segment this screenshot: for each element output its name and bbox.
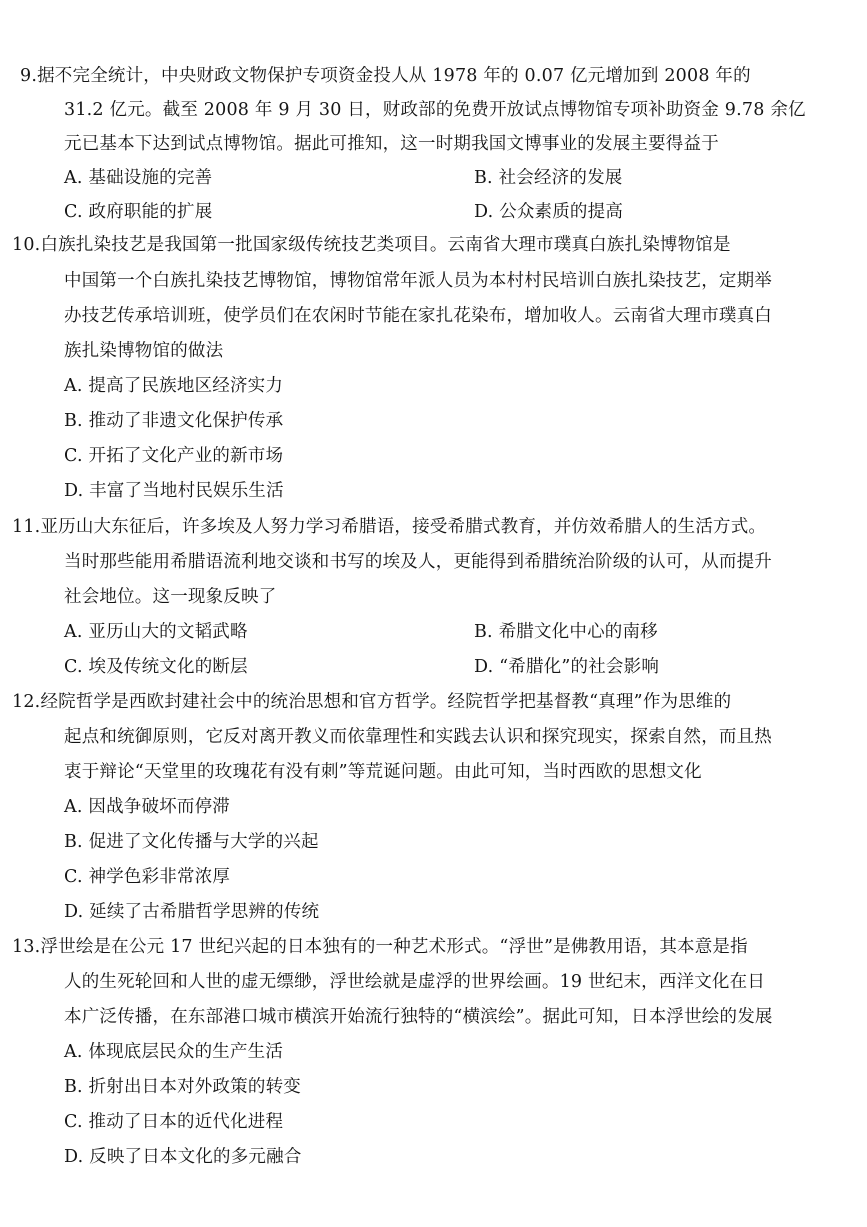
question-stem-text: 据不完全统计，中央财政文物保护专项资金投人从 1978 年的 0.07 亿元增加到 2008 年的 <box>37 66 751 86</box>
question-stem-line: 中国第一个白族扎染技艺博物馆，博物馆常年派人员为本村村民培训白族扎染技艺，定期举 <box>64 271 772 291</box>
option-d: D. 延续了古希腊哲学思辨的传统 <box>64 902 320 922</box>
question-number: 13. <box>12 937 41 957</box>
question-stem-line: 办技艺传承培训班，使学员们在农闲时节能在家扎花染布，增加收人。云南省大理市璞真白 <box>64 306 772 326</box>
option-b: B. 社会经济的发展 <box>474 168 623 188</box>
option-c: C. 推动了日本的近代化进程 <box>64 1112 284 1132</box>
option-a: A. 提高了民族地区经济实力 <box>64 376 284 396</box>
question-stem-line: 起点和统御原则，它反对离开教义而依靠理性和实践去认识和探究现实，探索自然，而且热 <box>64 727 772 747</box>
question-stem-line: 当时那些能用希腊语流利地交谈和书写的埃及人，更能得到希腊统治阶级的认可，从而提升 <box>64 552 772 572</box>
option-a: A. 因战争破坏而停滞 <box>64 797 230 817</box>
question-stem-line: 本广泛传播，在东部港口城市横滨开始流行独特的“横滨绘”。据此可知，日本浮世绘的发展 <box>64 1007 773 1027</box>
option-a: A. 体现底层民众的生产生活 <box>64 1042 284 1062</box>
question-number: 9. <box>20 66 38 86</box>
question-stem-line: 族扎染博物馆的做法 <box>64 341 224 361</box>
question-stem-text: 白族扎染技艺是我国第一批国家级传统技艺类项目。云南省大理市璞真白族扎染博物馆是 <box>40 235 731 255</box>
question-9-line-1 <box>20 64 751 88</box>
option-d: D. “希腊化”的社会影响 <box>474 657 660 677</box>
question-12-line-1 <box>12 690 731 714</box>
question-stem-line: 人的生死轮回和人世的虚无缥缈，浮世绘就是虚浮的世界绘画。19 世纪末，西洋文化在日 <box>64 972 766 992</box>
option-c: C. 政府职能的扩展 <box>64 202 213 222</box>
option-c: C. 神学色彩非常浓厚 <box>64 867 231 887</box>
question-stem-line: 元已基本下达到试点博物馆。据此可推知，这一时期我国文博事业的发展主要得益于 <box>64 134 719 154</box>
option-b: B. 促进了文化传播与大学的兴起 <box>64 832 319 852</box>
option-b: B. 折射出日本对外政策的转变 <box>64 1077 301 1097</box>
question-11-line-1 <box>12 515 766 539</box>
option-c: C. 埃及传统文化的断层 <box>64 657 248 677</box>
question-stem-line: 31.2 亿元。截至 2008 年 9 月 30 日，财政部的免费开放试点博物馆专项补助资金 9.78 余亿 <box>64 100 806 120</box>
option-b: B. 推动了非遗文化保护传承 <box>64 411 284 431</box>
option-d: D. 反映了日本文化的多元融合 <box>64 1147 302 1167</box>
option-a: A. 亚历山大的文韬武略 <box>64 622 248 642</box>
option-d: D. 丰富了当地村民娱乐生活 <box>64 481 284 501</box>
option-d: D. 公众素质的提高 <box>474 202 624 222</box>
question-stem-line: 社会地位。这一现象反映了 <box>64 587 277 607</box>
question-stem-line: 衷于辩论“天堂里的玫瑰花有没有刺”等荒诞问题。由此可知，当时西欧的思想文化 <box>64 762 702 782</box>
option-a: A. 基础设施的完善 <box>64 168 213 188</box>
question-stem-text: 亚历山大东征后，许多埃及人努力学习希腊语，接受希腊式教育，并仿效希腊人的生活方式。 <box>40 517 767 537</box>
question-stem-text: 浮世绘是在公元 17 世纪兴起的日本独有的一种艺术形式。“浮世”是佛教用语，其本意是指 <box>40 937 748 957</box>
option-b: B. 希腊文化中心的南移 <box>474 622 658 642</box>
option-c: C. 开拓了文化产业的新市场 <box>64 446 284 466</box>
question-number: 12. <box>12 692 41 712</box>
question-stem-text: 经院哲学是西欧封建社会中的统治思想和官方哲学。经院哲学把基督教“真理”作为思维的 <box>40 692 732 712</box>
question-10-line-1 <box>12 233 731 257</box>
question-13-line-1 <box>12 935 748 959</box>
question-number: 11. <box>12 517 41 537</box>
question-number: 10. <box>12 235 41 255</box>
